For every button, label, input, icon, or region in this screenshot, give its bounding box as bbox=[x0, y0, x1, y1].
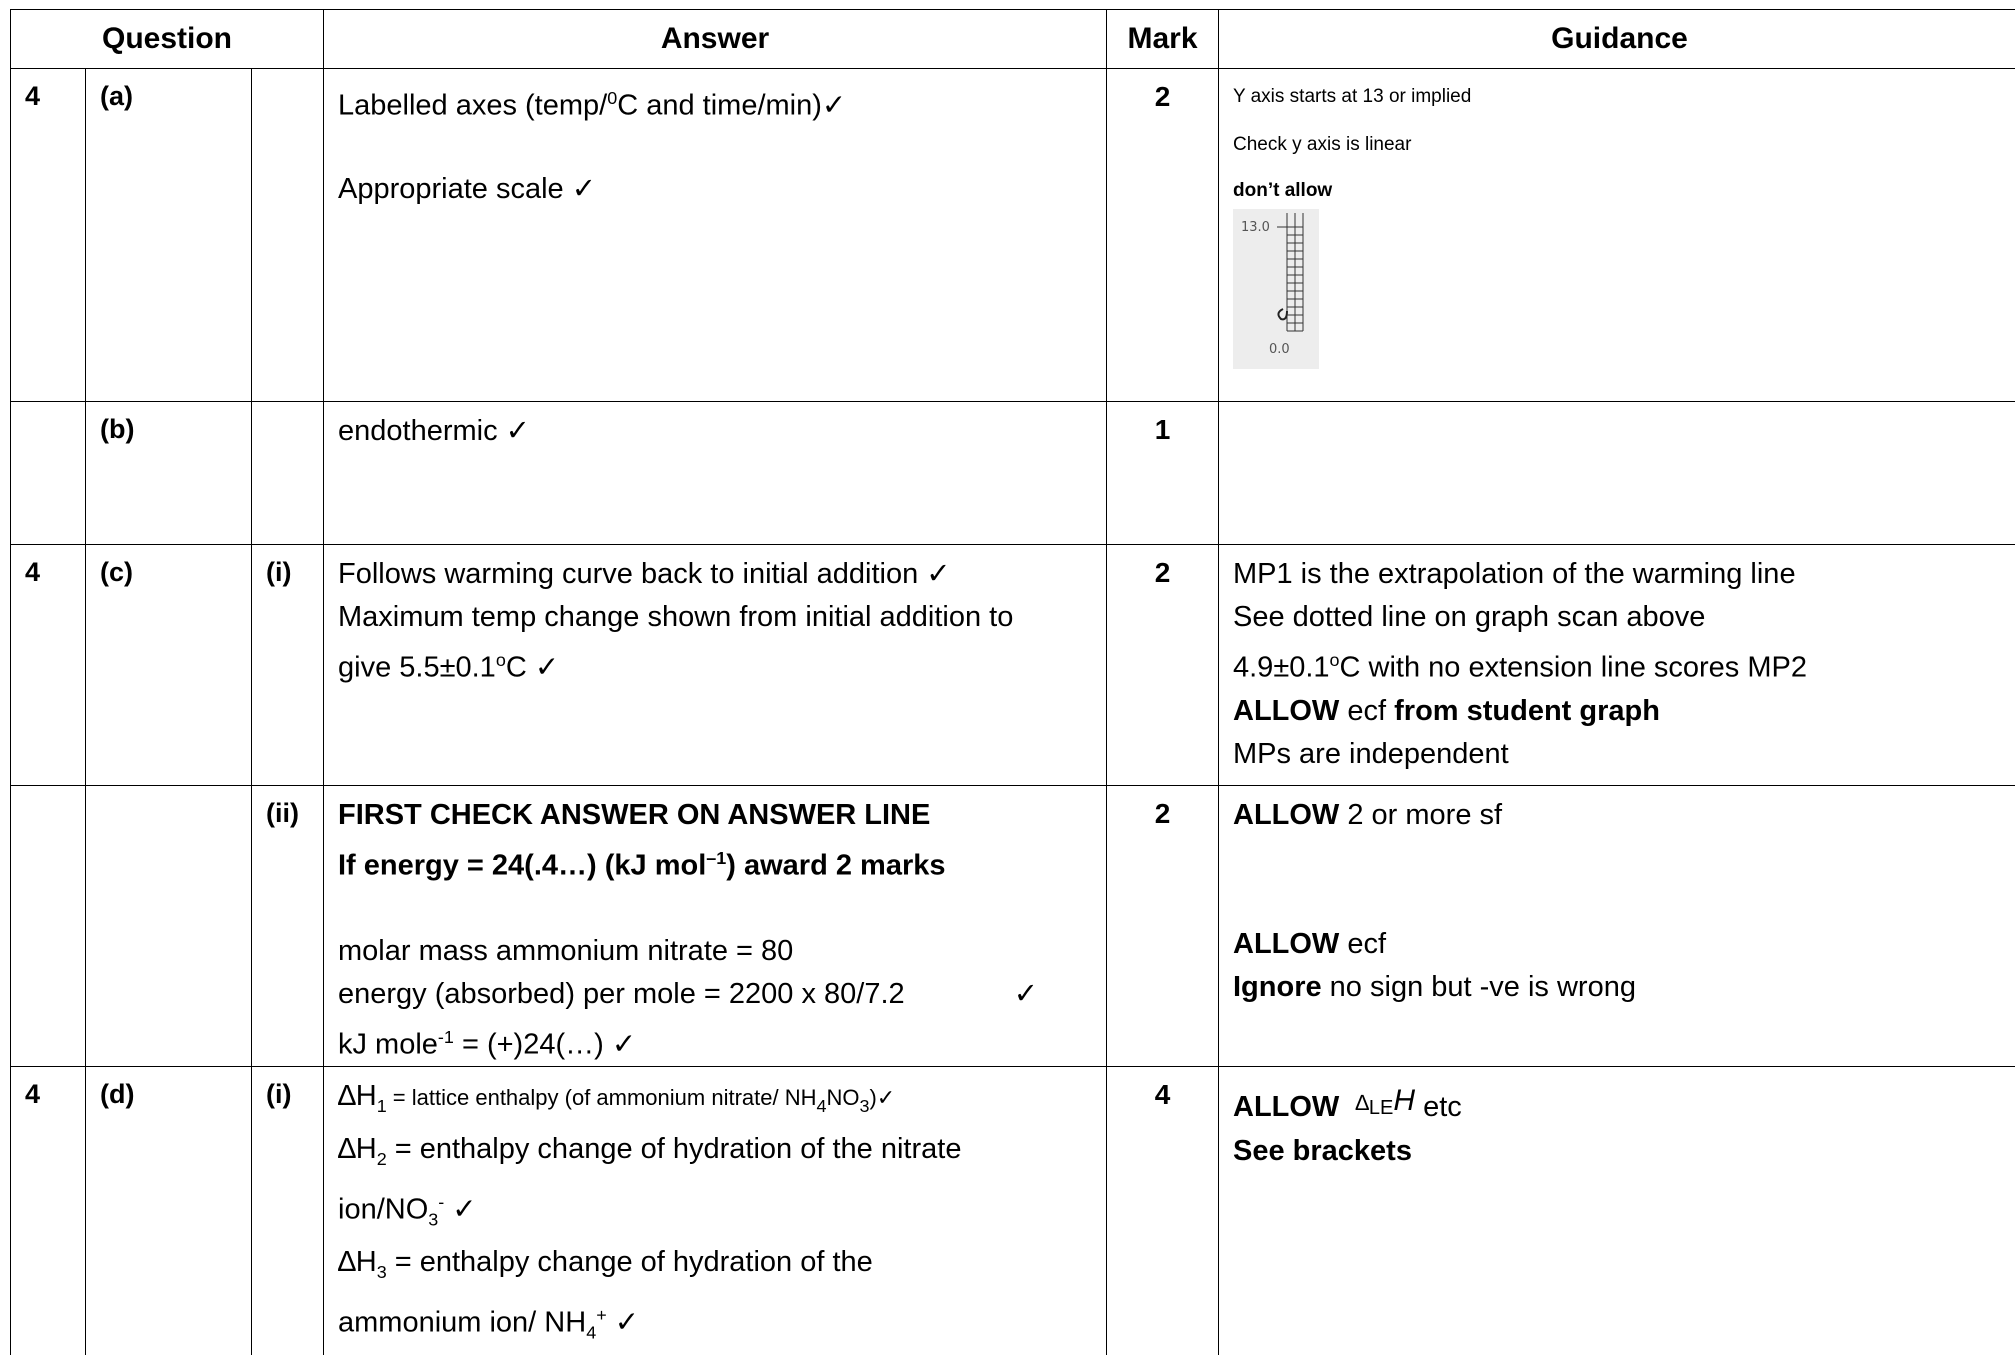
mark-value: 2 bbox=[1107, 786, 1219, 1067]
question-subpart bbox=[252, 402, 324, 545]
answer-line bbox=[338, 1016, 1092, 1067]
guidance-line bbox=[1233, 794, 2006, 837]
answer-sup: - bbox=[438, 1192, 444, 1212]
answer-sup: -1 bbox=[438, 1027, 454, 1047]
scan-label-bottom: 0.0 bbox=[1269, 342, 1290, 357]
answer-sub: 2 bbox=[377, 1149, 387, 1169]
table-row bbox=[11, 69, 2015, 402]
answer-sub: 1 bbox=[377, 1096, 387, 1116]
answer-line bbox=[338, 1181, 1092, 1241]
question-number bbox=[11, 402, 86, 545]
answer-text: C ✓ bbox=[506, 652, 559, 684]
guidance-text: 4.9±0.1 bbox=[1233, 652, 1330, 684]
answer-line bbox=[338, 1241, 1092, 1294]
answer-text: C and time/min)✓ bbox=[617, 90, 846, 122]
header-mark: Mark bbox=[1107, 10, 1219, 69]
guidance-line: don’t allow bbox=[1233, 179, 2006, 203]
guidance-line bbox=[1233, 639, 2006, 690]
answer-cell bbox=[324, 402, 1107, 545]
guidance-bold: ALLOW bbox=[1233, 695, 1339, 727]
answer-text: If energy = 24(.4…) (kJ mol bbox=[338, 850, 706, 882]
guidance-cell bbox=[1219, 1067, 2015, 1355]
answer-line bbox=[338, 1128, 1092, 1181]
answer-sup: o bbox=[496, 650, 506, 670]
answer-line: molar mass ammonium nitrate = 80 bbox=[338, 930, 1092, 973]
answer-text: = enthalpy change of hydration of the bbox=[387, 1246, 873, 1278]
guidance-bold: ALLOW bbox=[1233, 928, 1339, 960]
answer-text: = lattice enthalpy (of ammonium nitrate/ NH bbox=[387, 1085, 817, 1110]
mark-value: 4 bbox=[1107, 1067, 1219, 1355]
answer-line bbox=[338, 1075, 1092, 1128]
tick-mark: ✓ bbox=[607, 1307, 639, 1339]
question-subpart: (ii) bbox=[252, 786, 324, 1067]
answer-sup: –1 bbox=[706, 848, 726, 868]
guidance-line bbox=[1233, 966, 2006, 1009]
answer-line bbox=[338, 1294, 1092, 1354]
answer-line bbox=[338, 837, 1092, 888]
question-subpart bbox=[252, 69, 324, 402]
question-number bbox=[11, 786, 86, 1067]
answer-line bbox=[338, 639, 1092, 690]
guidance-italic: H bbox=[1393, 1084, 1415, 1117]
answer-text: give 5.5±0.1 bbox=[338, 652, 496, 684]
guidance-text: etc bbox=[1415, 1091, 1462, 1123]
mark-scheme-table bbox=[10, 9, 2015, 1355]
guidance-text: ecf bbox=[1339, 928, 1386, 960]
question-part: (c) bbox=[86, 545, 252, 786]
guidance-line: Y axis starts at 13 or implied bbox=[1233, 85, 2006, 109]
answer-text: ∆H bbox=[338, 1080, 377, 1112]
answer-sub: 3 bbox=[859, 1096, 869, 1116]
tick-mark: ✓ bbox=[1014, 973, 1038, 1016]
scan-label-top: 13.0 bbox=[1241, 220, 1270, 235]
guidance-line bbox=[1233, 1079, 2006, 1130]
answer-cell bbox=[324, 545, 1107, 786]
guidance-line: MP1 is the extrapolation of the warming line bbox=[1233, 553, 2006, 596]
answer-text: kJ mole bbox=[338, 1028, 438, 1060]
answer-text: )✓ bbox=[869, 1085, 895, 1110]
question-part: (a) bbox=[86, 69, 252, 402]
answer-line: FIRST CHECK ANSWER ON ANSWER LINE bbox=[338, 794, 1092, 837]
guidance-text: 2 or more sf bbox=[1339, 799, 1502, 831]
table-row bbox=[11, 402, 2015, 545]
question-number: 4 bbox=[11, 1067, 86, 1355]
delta-symbol: ∆ bbox=[1355, 1090, 1368, 1115]
guidance-bold: from student graph bbox=[1394, 695, 1660, 727]
answer-text: ∆H bbox=[338, 1133, 377, 1165]
answer-text: energy (absorbed) per mole = 2200 x 80/7.2 bbox=[338, 973, 905, 1016]
table-row bbox=[11, 545, 2015, 786]
guidance-cell bbox=[1219, 786, 2015, 1067]
table-row bbox=[11, 1067, 2015, 1355]
answer-cell bbox=[324, 786, 1107, 1067]
answer-text: ion/NO bbox=[338, 1194, 428, 1226]
answer-text: ammonium ion/ NH bbox=[338, 1307, 586, 1339]
answer-cell bbox=[324, 1067, 1107, 1355]
guidance-cell bbox=[1219, 545, 2015, 786]
guidance-cell bbox=[1219, 69, 2015, 402]
answer-line: endothermic ✓ bbox=[338, 410, 1092, 453]
scan-grid bbox=[1277, 213, 1303, 331]
guidance-text: C with no extension line scores MP2 bbox=[1340, 652, 1807, 684]
answer-text: = (+)24(…) ✓ bbox=[454, 1028, 636, 1060]
header-question: Question bbox=[11, 10, 324, 69]
header-row bbox=[11, 10, 2015, 69]
question-part bbox=[86, 786, 252, 1067]
mark-value: 2 bbox=[1107, 545, 1219, 786]
guidance-sub: LE bbox=[1369, 1097, 1393, 1119]
guidance-bold: ALLOW bbox=[1233, 1091, 1339, 1123]
mark-value: 2 bbox=[1107, 69, 1219, 402]
answer-text: Labelled axes (temp/ bbox=[338, 90, 607, 122]
header-answer: Answer bbox=[324, 10, 1107, 69]
guidance-line: See dotted line on graph scan above bbox=[1233, 596, 2006, 639]
answer-line bbox=[338, 77, 1092, 128]
answer-line: Maximum temp change shown from initial addition to bbox=[338, 596, 1092, 639]
guidance-text: ecf bbox=[1339, 695, 1394, 727]
question-part: (d) bbox=[86, 1067, 252, 1355]
guidance-bold: ALLOW bbox=[1233, 799, 1339, 831]
guidance-text: no sign but -ve is wrong bbox=[1322, 971, 1636, 1003]
table-row bbox=[11, 786, 2015, 1067]
guidance-sup: o bbox=[1330, 650, 1340, 670]
answer-sub: 3 bbox=[428, 1209, 438, 1229]
answer-text: NO bbox=[826, 1085, 859, 1110]
answer-text: = enthalpy change of hydration of the nitrate bbox=[387, 1133, 962, 1165]
answer-line: Appropriate scale ✓ bbox=[338, 168, 1092, 211]
answer-sup: 0 bbox=[607, 88, 617, 108]
graph-scan-svg bbox=[1233, 209, 1319, 369]
guidance-line: See brackets bbox=[1233, 1130, 2006, 1173]
guidance-cell bbox=[1219, 402, 2015, 545]
answer-line bbox=[338, 973, 1038, 1016]
answer-text: ) award 2 marks bbox=[726, 850, 945, 882]
header-guidance: Guidance bbox=[1219, 10, 2015, 69]
guidance-line bbox=[1233, 923, 2006, 966]
question-number: 4 bbox=[11, 545, 86, 786]
answer-sub: 4 bbox=[586, 1323, 596, 1343]
answer-sup: + bbox=[596, 1305, 607, 1325]
mark-value: 1 bbox=[1107, 402, 1219, 545]
answer-line: Follows warming curve back to initial addition ✓ bbox=[338, 553, 1092, 596]
guidance-line bbox=[1233, 690, 2006, 733]
answer-sub: 4 bbox=[816, 1096, 826, 1116]
guidance-bold: Ignore bbox=[1233, 971, 1322, 1003]
guidance-line: MPs are independent bbox=[1233, 733, 2006, 776]
answer-cell bbox=[324, 69, 1107, 402]
graph-scan-image bbox=[1233, 209, 1319, 369]
question-number: 4 bbox=[11, 69, 86, 402]
question-subpart: (i) bbox=[252, 545, 324, 786]
answer-sub: 3 bbox=[377, 1262, 387, 1282]
answer-text: ∆H bbox=[338, 1246, 377, 1278]
question-subpart: (i) bbox=[252, 1067, 324, 1355]
question-part: (b) bbox=[86, 402, 252, 545]
guidance-line: Check y axis is linear bbox=[1233, 133, 2006, 157]
tick-mark: ✓ bbox=[444, 1194, 476, 1226]
